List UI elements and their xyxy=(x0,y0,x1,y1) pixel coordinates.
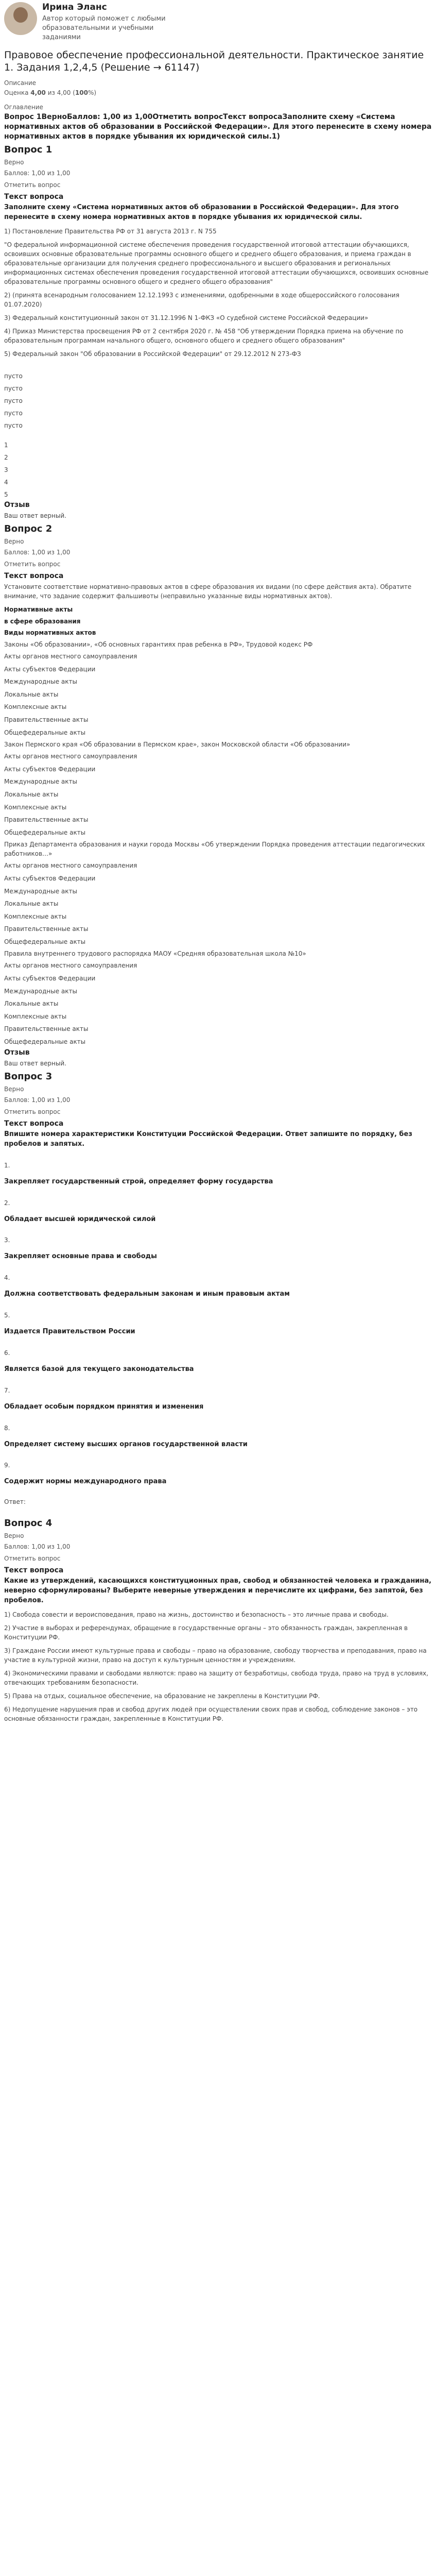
match-option[interactable]: Международные акты xyxy=(4,887,77,895)
list-item: 6) Недопущение нарушения прав и свобод других людей при осуществлении своих прав и свобод, соблюдение законов – это основные обязанности граждан, закрепленные в Конституции РФ. xyxy=(4,1705,418,1722)
match-act: Закон Пермского края «Об образовании в Пермском крае», закон Московской области «Об образовании» xyxy=(4,741,351,749)
list-item: 1) Свобода совести и вероисповедания, право на жизнь, достоинство и безопасность – это личные права и свободы. xyxy=(4,1611,389,1618)
rating-prefix: Оценка xyxy=(4,89,29,96)
item-number: 3. xyxy=(4,1236,10,1244)
match-option[interactable]: Общефедеральные акты xyxy=(4,728,86,736)
match-option[interactable]: Акты субъектов Федерации xyxy=(4,874,96,882)
question-1 xyxy=(4,144,432,520)
question-title: Вопрос 2 xyxy=(4,523,53,535)
flag-question-link[interactable]: Отметить вопрос xyxy=(4,1108,61,1116)
item-text: Является базой для текущего законодательства xyxy=(4,1365,194,1373)
answer-label: Ответ: xyxy=(4,1498,26,1506)
author-info xyxy=(42,2,176,43)
drop-target[interactable]: пусто xyxy=(4,372,23,380)
list-item: "О федеральной информационной системе обеспечения проведения государственной итоговой аттестации обучающихся, освоивших основные образовательные программы основного общего и среднего общего образования, и приема граждан в образовательные организации для получения среднего профессионального и высшего образования и региональных информационных системах обеспечения проведения государственной итоговой аттестации обучающихся, освоивших основные образовательные программы основного общего и среднего общего образования" xyxy=(4,241,429,285)
question-4 xyxy=(4,1518,432,1723)
drop-target[interactable]: пусто xyxy=(4,421,23,429)
list-item: 3) Федеральный конституционный закон от 31.12.1996 N 1-ФКЗ «О судебной системе Российской Федерации» xyxy=(4,314,369,321)
match-option[interactable]: Комплексные акты xyxy=(4,703,67,711)
match-act: Законы «Об образовании», «Об основных гарантиях прав ребенка в РФ», Трудовой кодекс РФ xyxy=(4,641,313,649)
item-text: Обладает особым порядком принятия и изменения xyxy=(4,1402,204,1411)
item-text: Должна соответствовать федеральным законам и иным правовым актам xyxy=(4,1290,290,1298)
match-option[interactable]: Акты органов местного самоуправления xyxy=(4,753,137,760)
question-status: Верно xyxy=(4,1086,24,1093)
question-title: Вопрос 3 xyxy=(4,1071,53,1082)
list-item: 4) Экономическими правами и свободами являются: право на защиту от безработицы, свобода труда, право на труд в условиях, отвечающих требованиям безопасности. xyxy=(4,1669,429,1686)
question-text: Какие из утверждений, касающихся конституционных прав, свобод и обязанностей человека и гражданина, неверно сформулированы? Выберите неверные утверждения и перечислите их цифрами, без запятой, без пробелов. xyxy=(4,1577,432,1604)
flag-question-link[interactable]: Отметить вопрос xyxy=(4,1555,61,1563)
avatar[interactable] xyxy=(4,2,37,35)
match-option[interactable]: Международные акты xyxy=(4,987,77,995)
feedback-text: Ваш ответ верный. xyxy=(4,1059,66,1067)
list-item: 4) Приказ Министерства просвещения РФ от 2 сентября 2020 г. № 458 "Об утверждении Порядка приема на обучение по образовательным программам начального общего, основного общего и среднего общего образования" xyxy=(4,327,404,344)
match-option[interactable]: Акты субъектов Федерации xyxy=(4,665,96,673)
match-option[interactable]: Локальные акты xyxy=(4,900,59,908)
match-group xyxy=(4,640,432,739)
item-number: 7. xyxy=(4,1386,10,1394)
flag-question-link[interactable]: Отметить вопрос xyxy=(4,561,61,568)
item-number: 8. xyxy=(4,1424,10,1432)
question-text: Заполните схему «Система нормативных актов об образовании в Российской Федерации». Для этого перенесите в схему номера нормативных актов в порядке убывания их юридической силы. xyxy=(4,204,399,222)
list-item: 2) (принята всенародным голосованием 12.12.1993 с изменениями, одобренными в ходе общероссийского голосования 01.07.2020) xyxy=(4,291,399,308)
question-score: Баллов: 1,00 из 1,00 xyxy=(4,169,71,177)
rating xyxy=(4,88,432,98)
description-label[interactable]: Описание xyxy=(4,79,37,87)
item-text: Содержит нормы международного права xyxy=(4,1478,167,1486)
item-text: Закрепляет основные права и свободы xyxy=(4,1252,157,1261)
match-option[interactable]: Правительственные акты xyxy=(4,925,89,933)
match-option[interactable]: Акты субъектов Федерации xyxy=(4,765,96,773)
match-option[interactable]: Общефедеральные акты xyxy=(4,1038,86,1046)
drag-item[interactable]: 1 xyxy=(4,441,8,449)
match-group xyxy=(4,840,432,948)
question-text-label: Текст вопроса xyxy=(4,193,64,201)
drag-item[interactable]: 4 xyxy=(4,478,8,486)
item-number: 4. xyxy=(4,1274,10,1282)
toc-text[interactable]: Вопрос 1ВерноБаллов: 1,00 из 1,00Отметить вопросТекст вопросаЗаполните схему «Система нормативных актов об образовании в Российской Федерации». Для этого перенесите в схему номера нормативных актов в порядке убывания их юридической силы.1) xyxy=(4,112,432,141)
author-description: Автор который поможет с любыми образовательными и учебными заданиями xyxy=(42,15,166,42)
column-header: в сфере образования xyxy=(4,617,81,625)
item-number: 5. xyxy=(4,1312,10,1319)
item-text: Издается Правительством России xyxy=(4,1328,135,1336)
rating-suffix: из 4,00 ( xyxy=(47,89,75,96)
toc-label[interactable]: Оглавление xyxy=(4,104,43,111)
rating-value: 4,00 xyxy=(30,89,46,96)
question-score: Баллов: 1,00 из 1,00 xyxy=(4,1096,71,1104)
item-number: 2. xyxy=(4,1199,10,1207)
match-option[interactable]: Правительственные акты xyxy=(4,816,89,824)
question-2 xyxy=(4,523,432,1068)
match-option[interactable]: Общефедеральные акты xyxy=(4,938,86,945)
question-text-label: Текст вопроса xyxy=(4,572,64,581)
rating-percent: 100 xyxy=(75,89,88,96)
match-act: Правила внутреннего трудового распорядка МАОУ «Средняя образовательная школа №10» xyxy=(4,950,306,958)
match-option[interactable]: Акты субъектов Федерации xyxy=(4,975,96,982)
match-option[interactable]: Комплексные акты xyxy=(4,803,67,811)
question-status: Верно xyxy=(4,1532,24,1540)
list-item: 2) Участие в выборах и референдумах, обращение в государственные органы – это обязанность граждан, закрепленная в Конституции РФ. xyxy=(4,1624,408,1641)
feedback-label: Отзыв xyxy=(4,500,30,509)
item-number: 6. xyxy=(4,1349,10,1357)
match-option[interactable]: Акты органов местного самоуправления xyxy=(4,962,137,970)
list-item: 3) Граждане России имеют культурные права и свободы – право на образование, свободу творчества и преподавания, право на участие в культурной жизни, право на доступ к культурным ценностям и учреждениям. xyxy=(4,1647,427,1664)
question-text-label: Текст вопроса xyxy=(4,1120,64,1128)
item-text: Закрепляет государственный строй, определяет форму государства xyxy=(4,1177,273,1185)
flag-question-link[interactable]: Отметить вопрос xyxy=(4,181,61,189)
question-score: Баллов: 1,00 из 1,00 xyxy=(4,548,71,556)
question-3 xyxy=(4,1071,432,1505)
author-block xyxy=(4,0,432,49)
question-text: Впишите номера характеристики Конституции Российской Федерации. Ответ запишите по порядку, без пробелов и запятых. xyxy=(4,1130,412,1148)
column-header: Виды нормативных актов xyxy=(4,629,96,637)
match-option[interactable]: Общефедеральные акты xyxy=(4,828,86,836)
item-text: Обладает высшей юридической силой xyxy=(4,1215,156,1223)
drag-item[interactable]: 2 xyxy=(4,453,8,461)
drag-item[interactable]: 5 xyxy=(4,490,8,498)
match-option[interactable]: Международные акты xyxy=(4,678,77,686)
question-text: Установите соответствие нормативно-правовых актов в сфере образования их видами (по сфере действия акта). Обратите внимание, что задание содержит фальшивоты (неправильно указанные виды нормативных актов). xyxy=(4,583,412,600)
feedback-text: Ваш ответ верный. xyxy=(4,512,66,519)
match-option[interactable]: Локальные акты xyxy=(4,690,59,698)
list-item: 1) Постановление Правительства РФ от 31 августа 2013 г. N 755 xyxy=(4,227,217,235)
drag-item[interactable]: 3 xyxy=(4,466,8,473)
drop-target[interactable]: пусто xyxy=(4,384,23,392)
rating-close: %) xyxy=(88,89,97,96)
match-option[interactable]: Правительственные акты xyxy=(4,716,89,723)
list-item: 5) Федеральный закон "Об образовании в Российской Федерации" от 29.12.2012 N 273-ФЗ xyxy=(4,350,301,358)
question-title: Вопрос 1 xyxy=(4,144,53,156)
question-status: Верно xyxy=(4,159,24,166)
item-text: Определяет систему высших органов государственной власти xyxy=(4,1440,248,1448)
match-group xyxy=(4,740,432,839)
question-status: Верно xyxy=(4,538,24,546)
question-text-label: Текст вопроса xyxy=(4,1566,64,1575)
item-number: 1. xyxy=(4,1161,10,1169)
drop-target[interactable]: пусто xyxy=(4,397,23,404)
list-item: 5) Права на отдых, социальное обеспечение, на образование не закреплены в Конституции РФ. xyxy=(4,1692,320,1700)
match-act: Приказ Департамента образования и науки города Москвы «Об утверждении Порядка проведения аттестации педагогических работников…» xyxy=(4,841,425,858)
feedback-label: Отзыв xyxy=(4,1048,30,1057)
drop-target[interactable]: пусто xyxy=(4,409,23,417)
match-option[interactable]: Локальные акты xyxy=(4,790,59,798)
match-option[interactable]: Локальные акты xyxy=(4,1000,59,1008)
match-option[interactable]: Акты органов местного самоуправления xyxy=(4,653,137,660)
match-option[interactable]: Международные акты xyxy=(4,778,77,786)
match-option[interactable]: Акты органов местного самоуправления xyxy=(4,862,137,870)
author-name[interactable]: Ирина Эланс xyxy=(42,2,107,12)
match-group xyxy=(4,949,432,1048)
item-number: 9. xyxy=(4,1462,10,1469)
column-header: Нормативные акты xyxy=(4,606,73,614)
question-score: Баллов: 1,00 из 1,00 xyxy=(4,1543,71,1550)
question-title: Вопрос 4 xyxy=(4,1518,53,1529)
match-option[interactable]: Комплексные акты xyxy=(4,912,67,920)
page-title: Правовое обеспечение профессиональной деятельности. Практическое занятие 1. Задания 1,2,4,5 (Решение → 61147) xyxy=(4,49,424,74)
match-option[interactable]: Правительственные акты xyxy=(4,1025,89,1033)
match-option[interactable]: Комплексные акты xyxy=(4,1012,67,1020)
